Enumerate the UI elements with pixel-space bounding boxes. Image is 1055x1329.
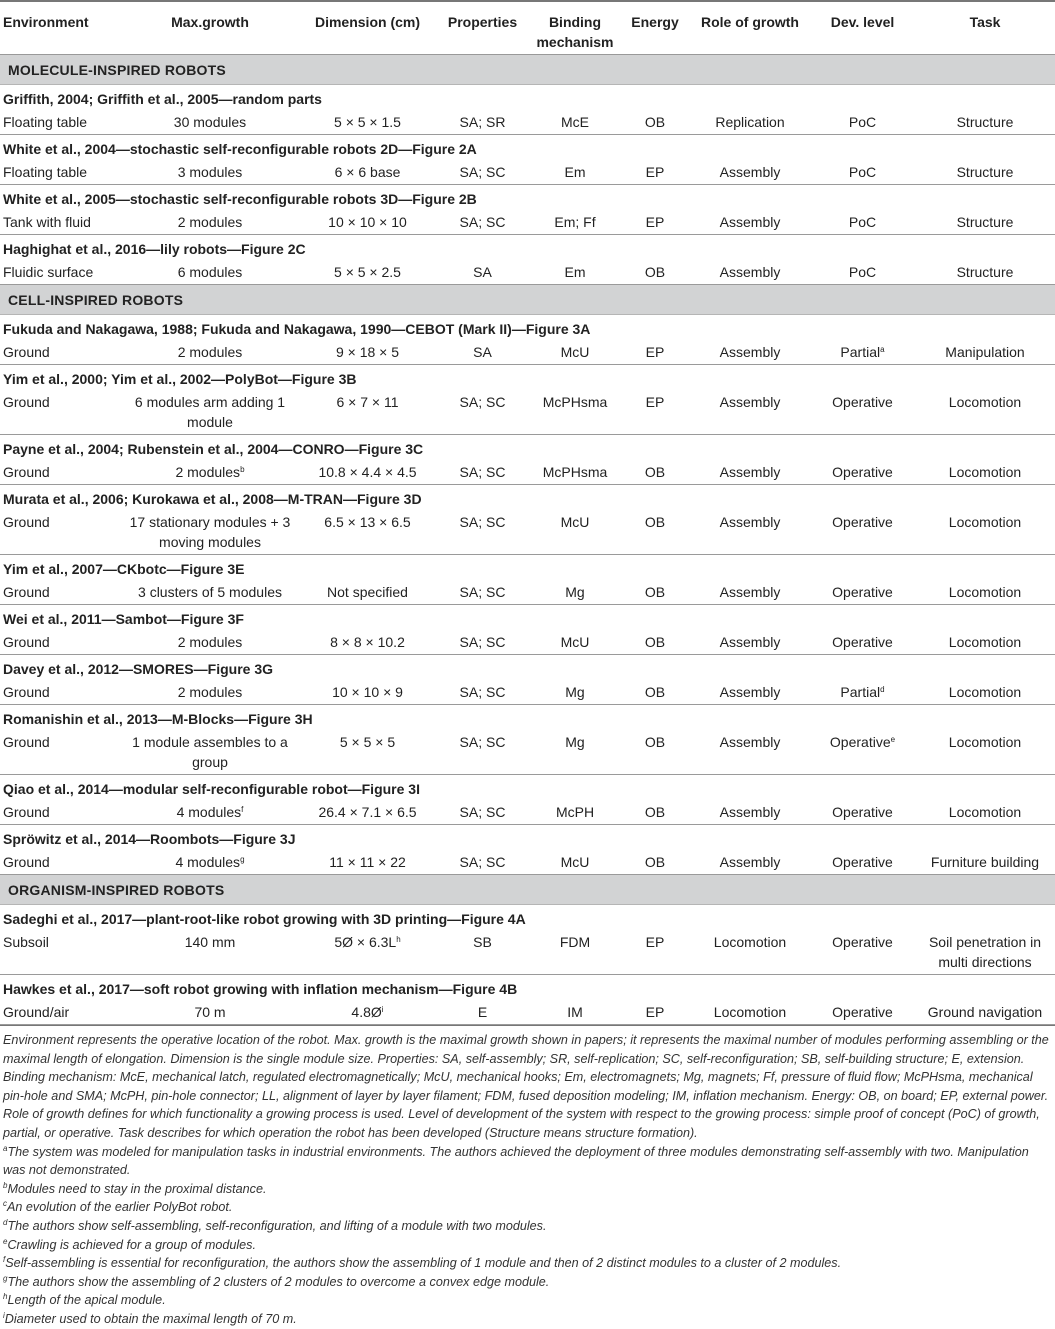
footnote-item: $^a$The system was modeled for manipulation tasks in industrial environments. The authors achieved the deployment of three modules demonstrating self-assembly with two. Manipulation was not demonstrated. xyxy=(3,1143,1029,1178)
cell-dimension: 5 × 5 × 2.5 xyxy=(334,264,401,280)
cell-dev-level: Operative xyxy=(832,854,893,870)
cell-environment: Ground xyxy=(3,464,50,480)
cell-binding: McE xyxy=(561,114,589,130)
entry-title: Payne et al., 2004; Rubenstein et al., 2004—CONRO—Figure 3C xyxy=(3,441,424,457)
cell-properties: SA; SC xyxy=(459,684,506,700)
footnote-marker: e xyxy=(3,1236,8,1246)
cell-dev-level: Operative xyxy=(832,584,893,600)
table-row xyxy=(0,112,1055,132)
cell-task: Locomotion xyxy=(948,584,1022,600)
cell-binding: McU xyxy=(560,344,590,360)
table-row xyxy=(0,852,1055,872)
cell-max-growth: 6 modules xyxy=(177,264,243,280)
footnote-marker: d xyxy=(880,685,885,694)
table-row xyxy=(0,212,1055,232)
table-entry xyxy=(0,185,1055,235)
entry-title: Yim et al., 2007—CKbotc—Figure 3E xyxy=(3,561,245,577)
cell-max-growth: 30 modules xyxy=(173,114,247,130)
cell-dev-level: Operative xyxy=(832,464,893,480)
cell-binding: McU xyxy=(560,854,590,870)
cell-max-growth: 4 modules$^g$ xyxy=(175,854,245,870)
cell-role: Assembly xyxy=(719,394,781,410)
cell-energy: OB xyxy=(644,804,666,820)
entry-title: Hawkes et al., 2017—soft robot growing with inflation mechanism—Figure 4B xyxy=(3,981,518,997)
entry-title: Griffith, 2004; Griffith et al., 2005—random parts xyxy=(3,91,322,107)
cell-environment: Ground xyxy=(3,394,50,410)
cell-binding: Em; Ff xyxy=(554,214,596,230)
cell-max-growth: 6 modules arm adding 1 module xyxy=(134,394,286,430)
cell-environment: Ground xyxy=(3,514,50,530)
cell-energy: EP xyxy=(645,934,665,950)
table-row xyxy=(0,512,1055,552)
footnote-marker: a xyxy=(880,345,885,354)
cell-dev-level: Operative xyxy=(832,514,893,530)
entry-title: White et al., 2005—stochastic self-reconfigurable robots 3D—Figure 2B xyxy=(3,191,477,207)
cell-max-growth: 2 modules xyxy=(177,634,243,650)
cell-energy: OB xyxy=(644,854,666,870)
footnote-marker: b xyxy=(3,1180,8,1190)
cell-environment: Floating table xyxy=(3,114,88,130)
table-header-row xyxy=(0,0,1055,55)
cell-dimension: $4.8Ø^i$ xyxy=(351,1004,384,1020)
cell-role: Assembly xyxy=(719,804,781,820)
table-entry xyxy=(0,85,1055,135)
header-role-of-growth: Role of growth xyxy=(701,14,799,30)
footnote-marker: i xyxy=(381,1005,384,1014)
cell-dimension: 10.8 × 4.4 × 4.5 xyxy=(318,464,417,480)
header-environment: Environment xyxy=(3,14,89,30)
cell-energy: OB xyxy=(644,684,666,700)
cell-max-growth: 17 stationary modules + 3 moving modules xyxy=(129,514,291,550)
footnote-item: $^b$Modules need to stay in the proximal distance. xyxy=(3,1180,267,1196)
table-row xyxy=(0,732,1055,772)
cell-max-growth: 2 modules xyxy=(177,214,243,230)
cell-environment: Ground xyxy=(3,734,50,750)
table-row xyxy=(0,682,1055,702)
footnote-item: $^f$Self-assembling is essential for reconfiguration, the authors show the assembling of 1 module and then of 2 distinct modules to a cluster of 2 modules. xyxy=(3,1255,842,1271)
cell-task: Manipulation xyxy=(945,344,1025,360)
header-dimension: Dimension (cm) xyxy=(314,14,420,30)
cell-binding: Mg xyxy=(565,734,585,750)
table-entry xyxy=(0,655,1055,705)
cell-dimension: 8 × 8 × 10.2 xyxy=(330,634,405,650)
table-row xyxy=(0,932,1055,972)
cell-energy: OB xyxy=(644,584,666,600)
cell-max-growth: 2 modules xyxy=(177,344,243,360)
cell-role: Assembly xyxy=(719,464,781,480)
cell-task: Locomotion xyxy=(948,684,1022,700)
table-row xyxy=(0,1002,1055,1022)
cell-energy: EP xyxy=(645,394,665,410)
cell-energy: OB xyxy=(644,114,666,130)
table-entry xyxy=(0,705,1055,775)
footnote-marker: b xyxy=(240,465,245,474)
table-footnotes xyxy=(0,1025,1055,1329)
cell-task: Locomotion xyxy=(948,634,1022,650)
entry-title: Fukuda and Nakagawa, 1988; Fukuda and Nakagawa, 1990—CEBOT (Mark II)—Figure 3A xyxy=(3,321,591,337)
cell-task: Locomotion xyxy=(948,804,1022,820)
cell-properties: SA; SC xyxy=(459,634,506,650)
footnote-item: $^g$The authors show the assembling of 2 clusters of 2 modules to overcome a convex edge module. xyxy=(3,1273,550,1289)
table-entry xyxy=(0,235,1055,285)
cell-binding: McPHsma xyxy=(542,464,608,480)
footnote-marker: g xyxy=(3,1273,8,1283)
entry-title: White et al., 2004—stochastic self-reconfigurable robots 2D—Figure 2A xyxy=(3,141,477,157)
cell-binding: IM xyxy=(567,1004,583,1020)
table-entry xyxy=(0,315,1055,365)
cell-dimension: 10 × 10 × 9 xyxy=(332,684,403,700)
table-row xyxy=(0,342,1055,362)
cell-dimension: Not specified xyxy=(327,584,408,600)
cell-binding: McU xyxy=(560,514,590,530)
cell-task: Locomotion xyxy=(948,514,1022,530)
cell-binding: Em xyxy=(564,164,586,180)
table-row xyxy=(0,802,1055,822)
cell-max-growth: 1 module assembles to a group xyxy=(132,734,288,770)
table-entry xyxy=(0,135,1055,185)
header-max-growth: Max.growth xyxy=(171,14,249,30)
table-entry xyxy=(0,825,1055,875)
cell-task: Structure xyxy=(956,114,1014,130)
cell-dimension: 6 × 6 base xyxy=(334,164,401,180)
table-entry xyxy=(0,775,1055,825)
table-entry xyxy=(0,905,1055,975)
cell-dimension: 9 × 18 × 5 xyxy=(335,344,400,360)
cell-energy: OB xyxy=(644,734,666,750)
cell-role: Assembly xyxy=(719,514,781,530)
cell-role: Assembly xyxy=(719,854,781,870)
cell-dev-level: Partial$^a$ xyxy=(840,344,885,360)
footnote-item: $^e$Crawling is achieved for a group of modules. xyxy=(3,1236,256,1252)
cell-dev-level: PoC xyxy=(848,264,877,280)
cell-dimension: 26.4 × 7.1 × 6.5 xyxy=(318,804,417,820)
header-dev-level: Dev. level xyxy=(830,14,895,30)
entry-title: Wei et al., 2011—Sambot—Figure 3F xyxy=(3,611,244,627)
cell-dimension: 6 × 7 × 11 xyxy=(336,394,399,410)
cell-energy: OB xyxy=(644,514,666,530)
table-entry xyxy=(0,975,1055,1025)
cell-dev-level: Partial$^d$ xyxy=(840,684,885,700)
cell-binding: Em xyxy=(564,264,586,280)
footnote-marker: a xyxy=(3,1143,8,1153)
cell-properties: SB xyxy=(473,934,492,950)
cell-environment: Ground xyxy=(3,804,50,820)
cell-environment: Ground xyxy=(3,344,50,360)
table-entry xyxy=(0,365,1055,435)
cell-role: Locomotion xyxy=(713,934,787,950)
cell-properties: SA; SC xyxy=(459,854,506,870)
section-heading: MOLECULE-INSPIRED ROBOTS xyxy=(0,55,1055,85)
header-properties: Properties xyxy=(447,14,518,30)
cell-dimension: 10 × 10 × 10 xyxy=(328,214,407,230)
footnote-item: $^h$Length of the apical module. xyxy=(3,1292,166,1308)
entry-title: Spröwitz et al., 2014—Roombots—Figure 3J xyxy=(3,831,296,847)
footnote-marker: e xyxy=(890,735,896,744)
entry-title: Murata et al., 2006; Kurokawa et al., 2008—M-TRAN—Figure 3D xyxy=(3,491,422,507)
section-heading: ORGANISM-INSPIRED ROBOTS xyxy=(0,875,1055,905)
cell-binding: McPHsma xyxy=(542,394,608,410)
cell-task: Structure xyxy=(956,214,1014,230)
cell-dev-level: Operative xyxy=(832,804,893,820)
cell-binding: Mg xyxy=(565,684,585,700)
footnote-marker: f xyxy=(241,805,244,814)
cell-role: Assembly xyxy=(719,684,781,700)
cell-max-growth: 140 mm xyxy=(184,934,236,950)
cell-task: Locomotion xyxy=(948,394,1022,410)
cell-task: Structure xyxy=(956,164,1014,180)
cell-role: Assembly xyxy=(719,584,781,600)
footnote-item: $^c$An evolution of the earlier PolyBot robot. xyxy=(3,1199,233,1215)
cell-role: Assembly xyxy=(719,264,781,280)
header-energy: Energy xyxy=(631,14,679,30)
cell-max-growth: 2 modules$^b$ xyxy=(175,464,245,480)
cell-properties: SA; SC xyxy=(459,464,506,480)
cell-properties: SA xyxy=(473,264,492,280)
table-entry xyxy=(0,435,1055,485)
cell-dev-level: Operative xyxy=(832,634,893,650)
cell-role: Assembly xyxy=(719,164,781,180)
cell-task: Locomotion xyxy=(948,734,1022,750)
cell-dimension: 6.5 × 13 × 6.5 xyxy=(324,514,411,530)
footnote-marker: f xyxy=(3,1255,6,1265)
table-body xyxy=(0,55,1055,1025)
header-task: Task xyxy=(969,14,1001,30)
cell-dev-level: PoC xyxy=(848,164,877,180)
cell-energy: EP xyxy=(645,214,665,230)
table-entry xyxy=(0,605,1055,655)
header-binding-mechanism: Binding mechanism xyxy=(536,14,614,50)
cell-energy: OB xyxy=(644,634,666,650)
cell-task: Soil penetration in multi directions xyxy=(928,934,1042,970)
cell-max-growth: 4 modules$^f$ xyxy=(176,804,244,820)
cell-environment: Ground xyxy=(3,634,50,650)
cell-properties: SA; SC xyxy=(459,804,506,820)
entry-title: Haghighat et al., 2016—lily robots—Figure 2C xyxy=(3,241,306,257)
cell-dev-level: Operative xyxy=(832,1004,893,1020)
cell-task: Locomotion xyxy=(948,464,1022,480)
cell-properties: SA; SC xyxy=(459,214,506,230)
cell-energy: EP xyxy=(645,1004,665,1020)
table-row xyxy=(0,632,1055,652)
table-row xyxy=(0,392,1055,432)
footnote-marker: i xyxy=(3,1310,5,1320)
cell-dimension: 5 × 5 × 5 xyxy=(339,734,396,750)
entry-title: Yim et al., 2000; Yim et al., 2002—PolyBot—Figure 3B xyxy=(3,371,357,387)
cell-binding: McPH xyxy=(555,804,595,820)
table-entry xyxy=(0,555,1055,605)
cell-binding: FDM xyxy=(559,934,591,950)
cell-binding: McU xyxy=(560,634,590,650)
cell-dev-level: Operative xyxy=(832,394,893,410)
entry-title: Davey et al., 2012—SMORES—Figure 3G xyxy=(3,661,273,677)
cell-dimension: 5Ø × $6.3L^h$ xyxy=(334,934,401,950)
table-row xyxy=(0,262,1055,282)
cell-properties: SA; SR xyxy=(459,114,506,130)
cell-task: Furniture building xyxy=(930,854,1040,870)
cell-properties: E xyxy=(477,1004,488,1020)
cell-energy: OB xyxy=(644,464,666,480)
footnote-marker: g xyxy=(240,855,245,864)
cell-dev-level: PoC xyxy=(848,214,877,230)
cell-dev-level: Operative xyxy=(832,934,893,950)
cell-properties: SA; SC xyxy=(459,514,506,530)
cell-properties: SA; SC xyxy=(459,734,506,750)
cell-environment: Fluidic surface xyxy=(3,264,94,280)
entry-title: Qiao et al., 2014—modular self-reconfigurable robot—Figure 3I xyxy=(3,781,420,797)
cell-max-growth: 3 modules xyxy=(177,164,243,180)
cell-max-growth: 2 modules xyxy=(177,684,243,700)
cell-role: Replication xyxy=(715,114,785,130)
cell-dev-level: Operative$^e$ xyxy=(829,734,896,750)
footnote-item: $^i$Diameter used to obtain the maximal length of 70 m. xyxy=(3,1310,297,1326)
cell-properties: SA xyxy=(473,344,492,360)
cell-max-growth: 3 clusters of 5 modules xyxy=(138,584,282,600)
section-heading: CELL-INSPIRED ROBOTS xyxy=(0,285,1055,315)
cell-energy: EP xyxy=(645,164,665,180)
cell-role: Locomotion xyxy=(713,1004,787,1020)
cell-binding: Mg xyxy=(565,584,585,600)
footnote-marker: d xyxy=(3,1217,8,1227)
footnote-marker: h xyxy=(3,1292,8,1302)
cell-environment: Subsoil xyxy=(3,934,49,950)
cell-properties: SA; SC xyxy=(459,584,506,600)
cell-dev-level: PoC xyxy=(848,114,877,130)
cell-role: Assembly xyxy=(719,214,781,230)
cell-role: Assembly xyxy=(719,634,781,650)
cell-energy: EP xyxy=(645,344,665,360)
cell-role: Assembly xyxy=(719,734,781,750)
footnote-main: Environment represents the operative location of the robot. Max. growth is the maximal growth shown in papers; it represents the maximal number of modules performing assembling or the maximal length of elongation. Dimension is the single module size. Properties: SA, self-assembly; SR, self-replication; SC, self-reconfiguration; SB, self-building structure; E, extension. Binding mechanism: McE, mechanical latch, regulated electromagnetically; McU, mechanical hooks; Em, electromagnets; Mg, magnets; Ff, pressure of fluid flow; McPHsma, mechanical pin-hole and SMA; McPH, pin-hole connector; LL, alignment of layer by layer filament; FDM, fused deposition modeling; IM, inflation mechanism. Energy: OB, on board; EP, external power. Role of growth defines for which functionality a growing process is used. Level of development of the system with respect to the growing process: simple proof of concept (PoC) of growth, partial, or operative. Task describes for which operation the robot has been developed (Structure means structure formation). xyxy=(3,1033,1049,1140)
table-row xyxy=(0,462,1055,482)
cell-environment: Ground/air xyxy=(3,1004,70,1020)
entry-title: Sadeghi et al., 2017—plant-root-like robot growing with 3D printing—Figure 4A xyxy=(3,911,526,927)
cell-role: Assembly xyxy=(719,344,781,360)
cell-dimension: 5 × 5 × 1.5 xyxy=(334,114,401,130)
cell-environment: Ground xyxy=(3,854,50,870)
cell-properties: SA; SC xyxy=(459,164,506,180)
table-row xyxy=(0,582,1055,602)
cell-energy: OB xyxy=(644,264,666,280)
entry-title: Romanishin et al., 2013—M-Blocks—Figure 3H xyxy=(3,711,313,727)
cell-properties: SA; SC xyxy=(459,394,506,410)
footnote-marker: c xyxy=(3,1199,7,1209)
cell-task: Ground navigation xyxy=(927,1004,1043,1020)
cell-environment: Tank with fluid xyxy=(3,214,91,230)
table-row xyxy=(0,162,1055,182)
table-entry xyxy=(0,485,1055,555)
cell-max-growth: 70 m xyxy=(194,1004,226,1020)
cell-dimension: 11 × 11 × 22 xyxy=(329,854,406,870)
cell-environment: Ground xyxy=(3,684,50,700)
cell-task: Structure xyxy=(956,264,1014,280)
cell-environment: Ground xyxy=(3,584,50,600)
footnote-item: $^d$The authors show self-assembling, self-reconfiguration, and lifting of a module with two modules. xyxy=(3,1217,547,1233)
footnote-marker: h xyxy=(396,935,401,944)
cell-environment: Floating table xyxy=(3,164,88,180)
